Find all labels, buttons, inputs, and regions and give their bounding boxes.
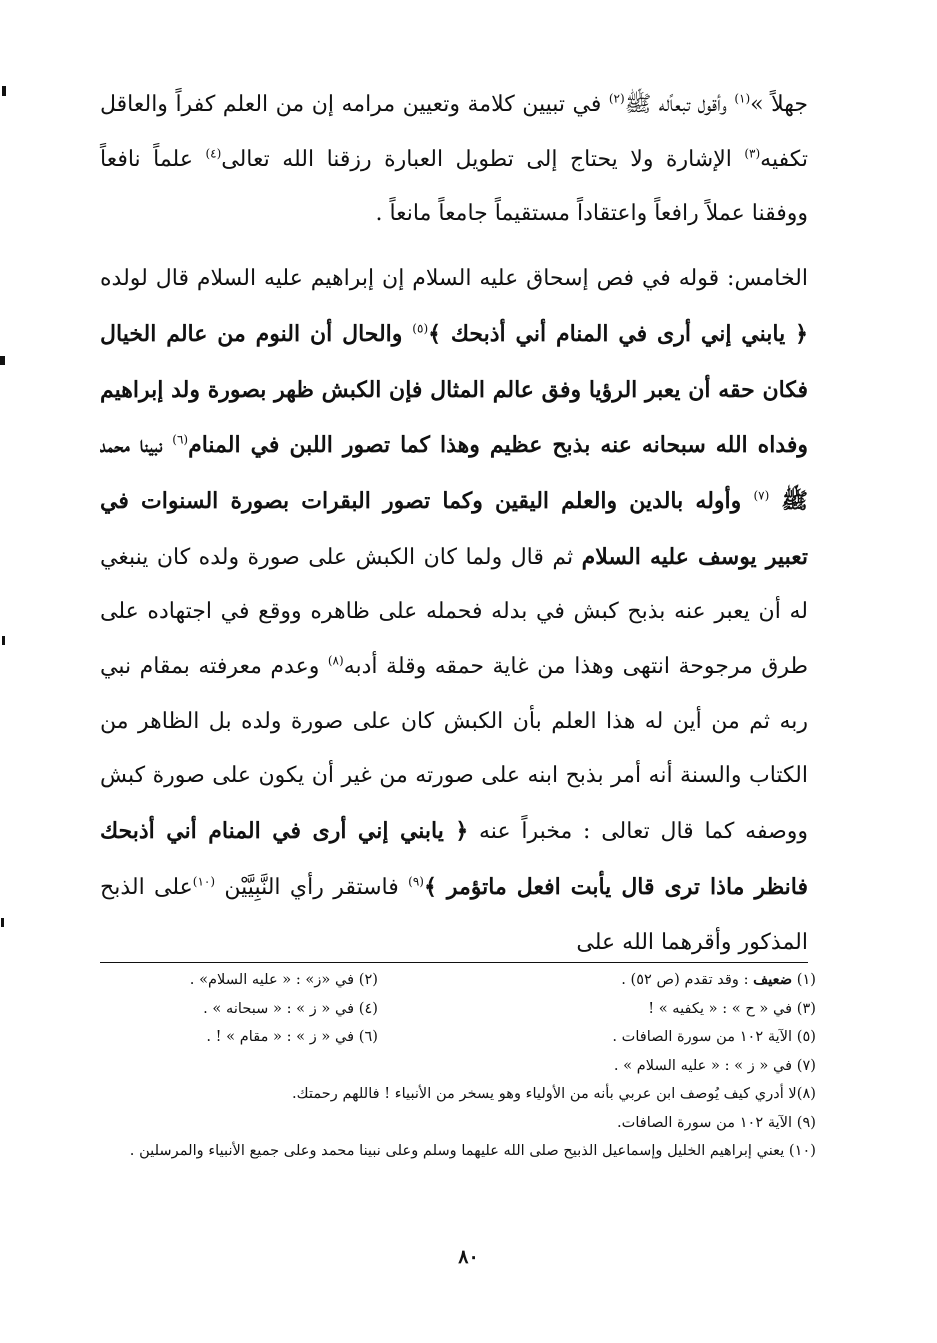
footnote-divider [100,962,808,963]
footnote-9: (٩) الآية ١٠٢ من سورة الصافات. [616,1113,816,1131]
quran-quote-2: ﴿ يابني إني أرى في المنام أني أذبحك فانظر ماذا ترى قال يأبت افعل ماتؤمر ﴾ [100,818,808,900]
footnote-row [100,1023,816,1052]
footnote-1: (١) ضعيف : وقد تقدم (ص ٥٢) . [621,971,816,988]
footnote-ref-3[interactable]: (٣) [744,146,761,161]
footnote-6: (٦) في « ز » : « مقام » ! . [206,1028,378,1045]
paragraph-1: جهلاً »$^{(١)}$ وأقول تبعاًله ﷺ$^{(٢)}$ في تبيين كلامة وتعيين مرامه إن من العلم كفراً والعاقل تكفيه$^{(٣)}$ الإشارة ولا يحتاج إلى تطويل العبارة رزقنا الله تعالى$^{(٤)}$ علماً نافعاً ووفقنا عملاً رافعاً واعتقاداً مستقيماً جامعاً مانعاً . [100,91,809,227]
footnote-row [100,966,816,995]
footnote-ref-10[interactable]: (١٠) [192,874,216,889]
scan-mark [0,356,5,365]
footnote-4: (٤) في « ز » : « سبحانه » . [203,999,378,1017]
footnote-ref-5[interactable]: (٥) [412,321,429,336]
footnote-10: (١٠) يعني إبراهيم الخليل وإسماعيل الذبيح صلى الله عليهما وسلم وعلى نبينا محمد وعلى جميع الأنبياء والمرسلين . [129,1142,816,1159]
quran-quote-1: ﴿ يابني إني أرى في المنام أني أذبحك ﴾ [428,320,808,347]
footnote-row [100,995,816,1024]
footnote-ref-4[interactable]: (٤) [205,146,222,161]
footnote-8: (٨)لا أدري كيف يُوصف ابن عربي بأنه من الأولياء وهو يسخر من الأنبياء ! فاللهم رحمتك. [291,1085,816,1102]
page-number: ٨٠ [458,1246,479,1268]
main-text [100,78,808,970]
paragraph-2: الخامس: قوله في فص إسحاق عليه السلام إن إبراهيم عليه السلام قال لولده ﴿ يابني إني أرى في المنام أني أذبحك ﴾$^{(٥)}$ والحال أن النوم من عالم الخيال فكان حقه أن يعبر الرؤيا وفق عالم المثال فإن الكبش ظهر بصورة ولد إبراهيم وفداه الله سبحانه عنه بذبح عظيم وهذا كما تصور اللبن في المنام$^{(٦)}$ نبينا محمد ﷺ $^{(٧)}$ وأوله بالدين والعلم اليقين وكما تصور البقرات بصورة السنوات في تعبير يوسف عليه السلام ثم قال ولما كان الكبش على صورة ولده كان ينبغي له أن يعبر عنه بذبح كبش في بدله فحمله على ظاهره ووقع في اجتهاده على طرق مرجوحة انتهى وهذا من غاية حمقه وقلة أدبه$^{(٨)}$ وعدم معرفته بمقام نبي ربه ثم من أين له هذا العلم بأن الكبش كان على صورة ولده بل الظاهر من الكتاب والسنة أنه أمر بذبح ابنه على صورته من غير أن يكون على صورة كبش ووصفه كما قال تعالى : مخبراً عنه ﴿ يابني إني أرى في المنام أني أذبحك فانظر ماذا ترى قال يأبت افعل ماتؤمر ﴾$^{(٩)}$ فاستقر رأي النَّبِيَّيْن $^{(١٠)}$على الذبح المذكور وأقرهما الله على [100,266,809,955]
footnote-5: (٥) الآية ١٠٢ من سورة الصافات . [612,1028,816,1045]
footnote-2: (٢) في «ز» : « عليه السلام» . [189,971,378,988]
footnote-ref-9[interactable]: (٩) [408,874,424,889]
footnote-3: (٣) في « ح » : « يكفيه » ! [648,999,816,1017]
scan-mark [2,86,6,96]
footnote-ref-7[interactable]: (٧) [753,488,770,503]
footnote-ref-6[interactable]: (٦) [172,432,189,447]
footnote-7: (٧) في « ز » : « عليه السلام » . [613,1056,816,1074]
footnotes [100,966,816,1166]
scan-mark [2,636,5,645]
footnote-ref-1[interactable]: (١) [734,91,751,106]
footnote-ref-8[interactable]: (٨) [327,653,344,668]
footnote-row [100,1052,816,1081]
scan-mark [1,918,4,927]
footnote-ref-2[interactable]: (٢) [608,91,625,106]
